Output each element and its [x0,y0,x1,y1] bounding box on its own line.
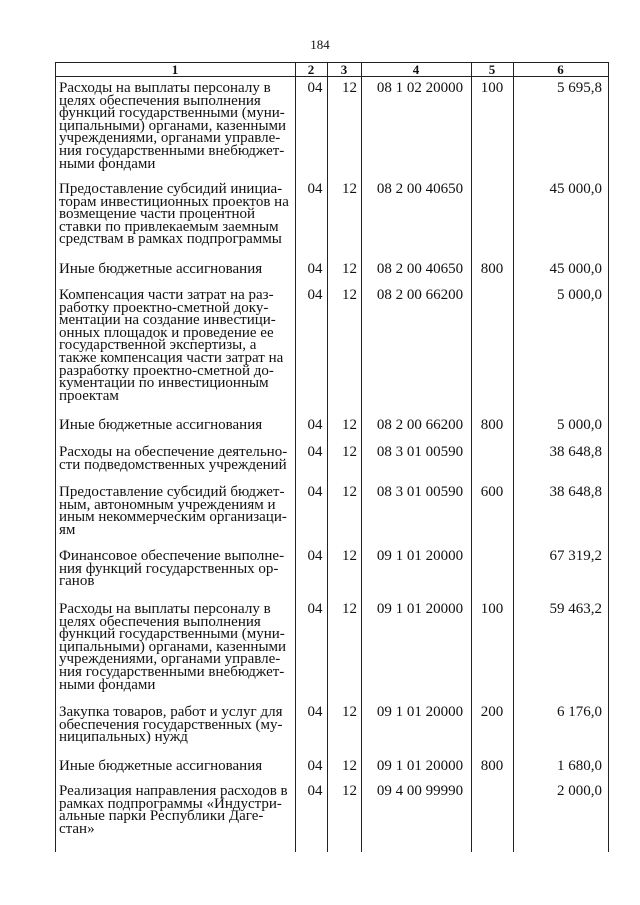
row-target-code: 09 4 00 99990 [376,783,464,799]
row-name: Предоставление субсидий инициа- торам инвестиционных проектов на возмещение части процентной ставки по привлекаемым заемным средствам в рамках подпрограммы [59,181,289,248]
column-border [608,62,609,852]
row-amount: 2 000,0 [557,783,602,799]
row-name: Иные бюджетные ассигнования [59,417,263,433]
row-subsection: 12 [342,758,357,774]
row-target-code: 08 1 02 20000 [376,80,464,96]
row-section: 04 [307,758,323,774]
row-subsection: 12 [342,261,357,277]
row-subsection: 12 [342,783,357,799]
column-header-6: 6 [557,62,564,77]
row-target-code: 08 2 00 66200 [376,417,464,433]
row-section: 04 [307,783,323,799]
row-expense-type: 800 [480,417,504,433]
row-target-code: 08 2 00 40650 [376,261,464,277]
row-subsection: 12 [342,287,357,303]
row-name: Предоставление субсидий бюджет- ным, автономным учреждениям и иным некоммерческим организаци- ям [59,484,287,538]
row-expense-type: 200 [480,704,504,720]
row-section: 04 [307,417,323,433]
row-name: Закупка товаров, работ и услуг для обеспечения государственных (му- ниципальных) нужд [59,704,283,746]
budget-table [55,62,609,852]
row-amount: 5 000,0 [557,417,602,433]
row-name: Финансовое обеспечение выполне- ния функций государственных ор- ганов [59,548,285,590]
row-amount: 38 648,8 [549,444,602,460]
row-subsection: 12 [342,181,357,197]
row-expense-type: 100 [480,80,504,96]
row-amount: 45 000,0 [549,181,602,197]
row-section: 04 [307,444,323,460]
row-section: 04 [307,181,323,197]
row-name: Реализация направления расходов в рамках подпрограммы «Индустри- альные парки Республики Даге- стан» [59,783,288,837]
row-target-code: 08 3 01 00590 [376,484,464,500]
page-number: 184 [310,37,330,52]
row-expense-type: 800 [480,261,504,277]
row-amount: 38 648,8 [549,484,602,500]
column-header-1: 1 [171,62,179,77]
row-subsection: 12 [342,484,357,500]
column-header-4: 4 [412,62,420,77]
row-section: 04 [307,287,323,303]
row-name: Компенсация части затрат на раз- работку проектно-сметной доку- ментации на создание инвестици- онных площадок и проведение ее государственной экспертизы, а также компенсация части затрат на разработку проектно-сметной до- кументации по инвестиционным проектам [59,287,284,404]
row-subsection: 12 [342,548,357,564]
row-target-code: 09 1 01 20000 [376,601,464,617]
row-expense-type: 100 [480,601,504,617]
row-subsection: 12 [342,417,357,433]
row-amount: 59 463,2 [549,601,602,617]
row-amount: 6 176,0 [557,704,602,720]
row-target-code: 09 1 01 20000 [376,758,464,774]
row-target-code: 09 1 01 20000 [376,704,464,720]
row-target-code: 08 2 00 66200 [376,287,464,303]
row-section: 04 [307,704,323,720]
row-section: 04 [307,548,323,564]
row-target-code: 08 3 01 00590 [376,444,464,460]
row-subsection: 12 [342,80,357,96]
row-section: 04 [307,261,323,277]
row-subsection: 12 [342,704,357,720]
row-subsection: 12 [342,601,357,617]
row-target-code: 08 2 00 40650 [376,181,464,197]
row-name: Расходы на выплаты персоналу в целях обеспечения выполнения функций государственными (муни- ципальными) органами, казенными учреждениями, органами управле- ния государственными внебюджет- ными фондами [59,80,287,172]
row-amount: 1 680,0 [557,758,602,774]
header-bottom-border [55,76,609,77]
row-name: Иные бюджетные ассигнования [59,758,263,774]
row-subsection: 12 [342,444,357,460]
row-name: Иные бюджетные ассигнования [59,261,263,277]
row-amount: 45 000,0 [549,261,602,277]
row-name: Расходы на обеспечение деятельно- сти подведомственных учреждений [59,444,288,473]
row-amount: 5 695,8 [557,80,602,96]
row-amount: 67 319,2 [549,548,602,564]
row-section: 04 [307,484,323,500]
row-name: Расходы на выплаты персоналу в целях обеспечения выполнения функций государственными (муни- ципальными) органами, казенными учреждениями, органами управле- ния государственными внебюджет- ными фондами [59,601,287,693]
row-target-code: 09 1 01 20000 [376,548,464,564]
column-header-3: 3 [340,62,348,77]
row-section: 04 [307,601,323,617]
column-header-2: 2 [307,62,315,77]
row-expense-type: 600 [480,484,504,500]
row-section: 04 [307,80,323,96]
row-expense-type: 800 [480,758,504,774]
column-header-5: 5 [488,62,496,77]
row-amount: 5 000,0 [557,287,602,303]
column-border [55,62,56,852]
